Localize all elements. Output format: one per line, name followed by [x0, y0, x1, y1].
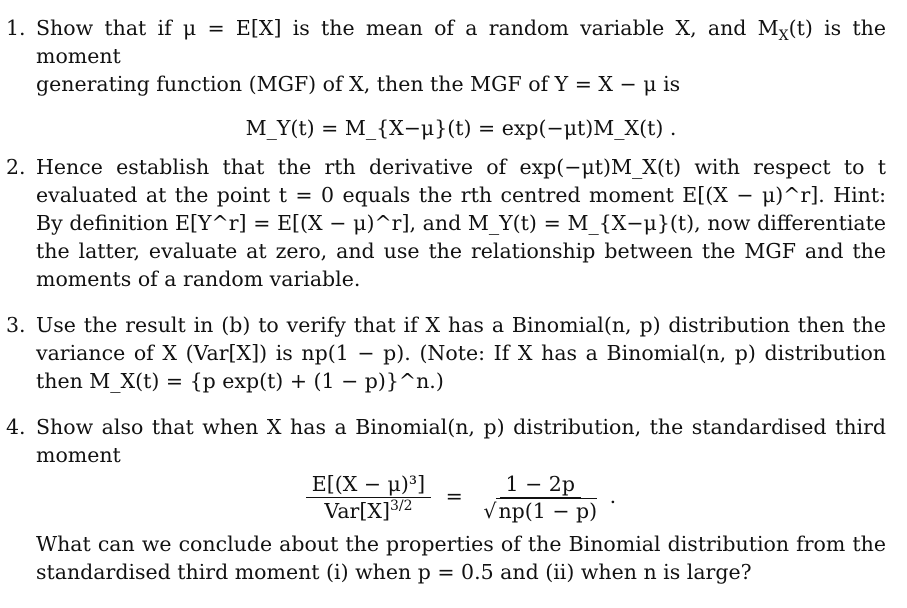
question-3	[6, 311, 886, 395]
left-fraction-denominator	[318, 498, 418, 524]
question-1-text	[36, 14, 886, 98]
question-4	[6, 413, 886, 586]
question-4-closing: What can we conclude about the properties of the Binomial distribution from the standardised third moment (i) when p = 0.5 and (ii) when n is large?	[36, 532, 886, 584]
question-1-display-equation: M_Y(t) = M_{X−μ}(t) = exp(−μt)M_X(t) .	[245, 116, 677, 140]
question-2	[6, 153, 886, 293]
question-4-equation	[36, 471, 886, 524]
right-fraction	[477, 471, 603, 524]
question-3-number: 3.	[6, 313, 26, 337]
question-2-number: 2.	[6, 155, 26, 179]
right-fraction-denominator: √np(1 − p)	[483, 499, 598, 523]
question-1-line1-tail: (t) is the moment	[36, 16, 886, 68]
right-fraction-radicand: np(1 − p)	[498, 499, 598, 523]
right-fraction-numerator: 1 − 2p	[500, 471, 581, 498]
question-1-number: 1.	[6, 16, 26, 40]
question-2-text: Hence establish that the rth derivative of exp(−μt)M_X(t) with respect to t evaluated at the point t = 0 equals the rth centred moment E[(X − μ)^r]. Hint: By definition E[Y^r] = E[(X − μ)^r], and M_Y(t) = M_{X−μ}(t), now differentiate the latter, evaluate at zero, and use the relationship between the MGF and the moments of a random variable.	[36, 155, 886, 291]
question-1-line1-sub: X	[778, 28, 789, 45]
question-3-text: Use the result in (b) to verify that if X has a Binomial(n, p) distribution then the variance of X (Var[X]) is np(1 − p). (Note: If X has a Binomial(n, p) distribution then M_X(t) = {p exp(t) + (1 − p)}^n.)	[36, 313, 886, 393]
equation-period: .	[609, 484, 617, 508]
question-4-number: 4.	[6, 415, 26, 439]
question-1	[6, 14, 886, 142]
left-fraction	[306, 471, 431, 524]
question-1-line1: Show that if μ = E[X] is the mean of a random variable X, and M	[36, 16, 779, 40]
question-1-line2: generating function (MGF) of X, then the MGF of Y = X − μ is	[36, 72, 681, 96]
equals-sign: =	[445, 484, 463, 508]
left-fraction-denominator-base: Var[X]	[324, 499, 390, 523]
left-fraction-numerator: E[(X − μ)³]	[306, 471, 431, 498]
left-fraction-denominator-sup: 3/2	[389, 498, 413, 515]
question-4-text: Show also that when X has a Binomial(n, p) distribution, the standardised third moment	[36, 415, 886, 467]
